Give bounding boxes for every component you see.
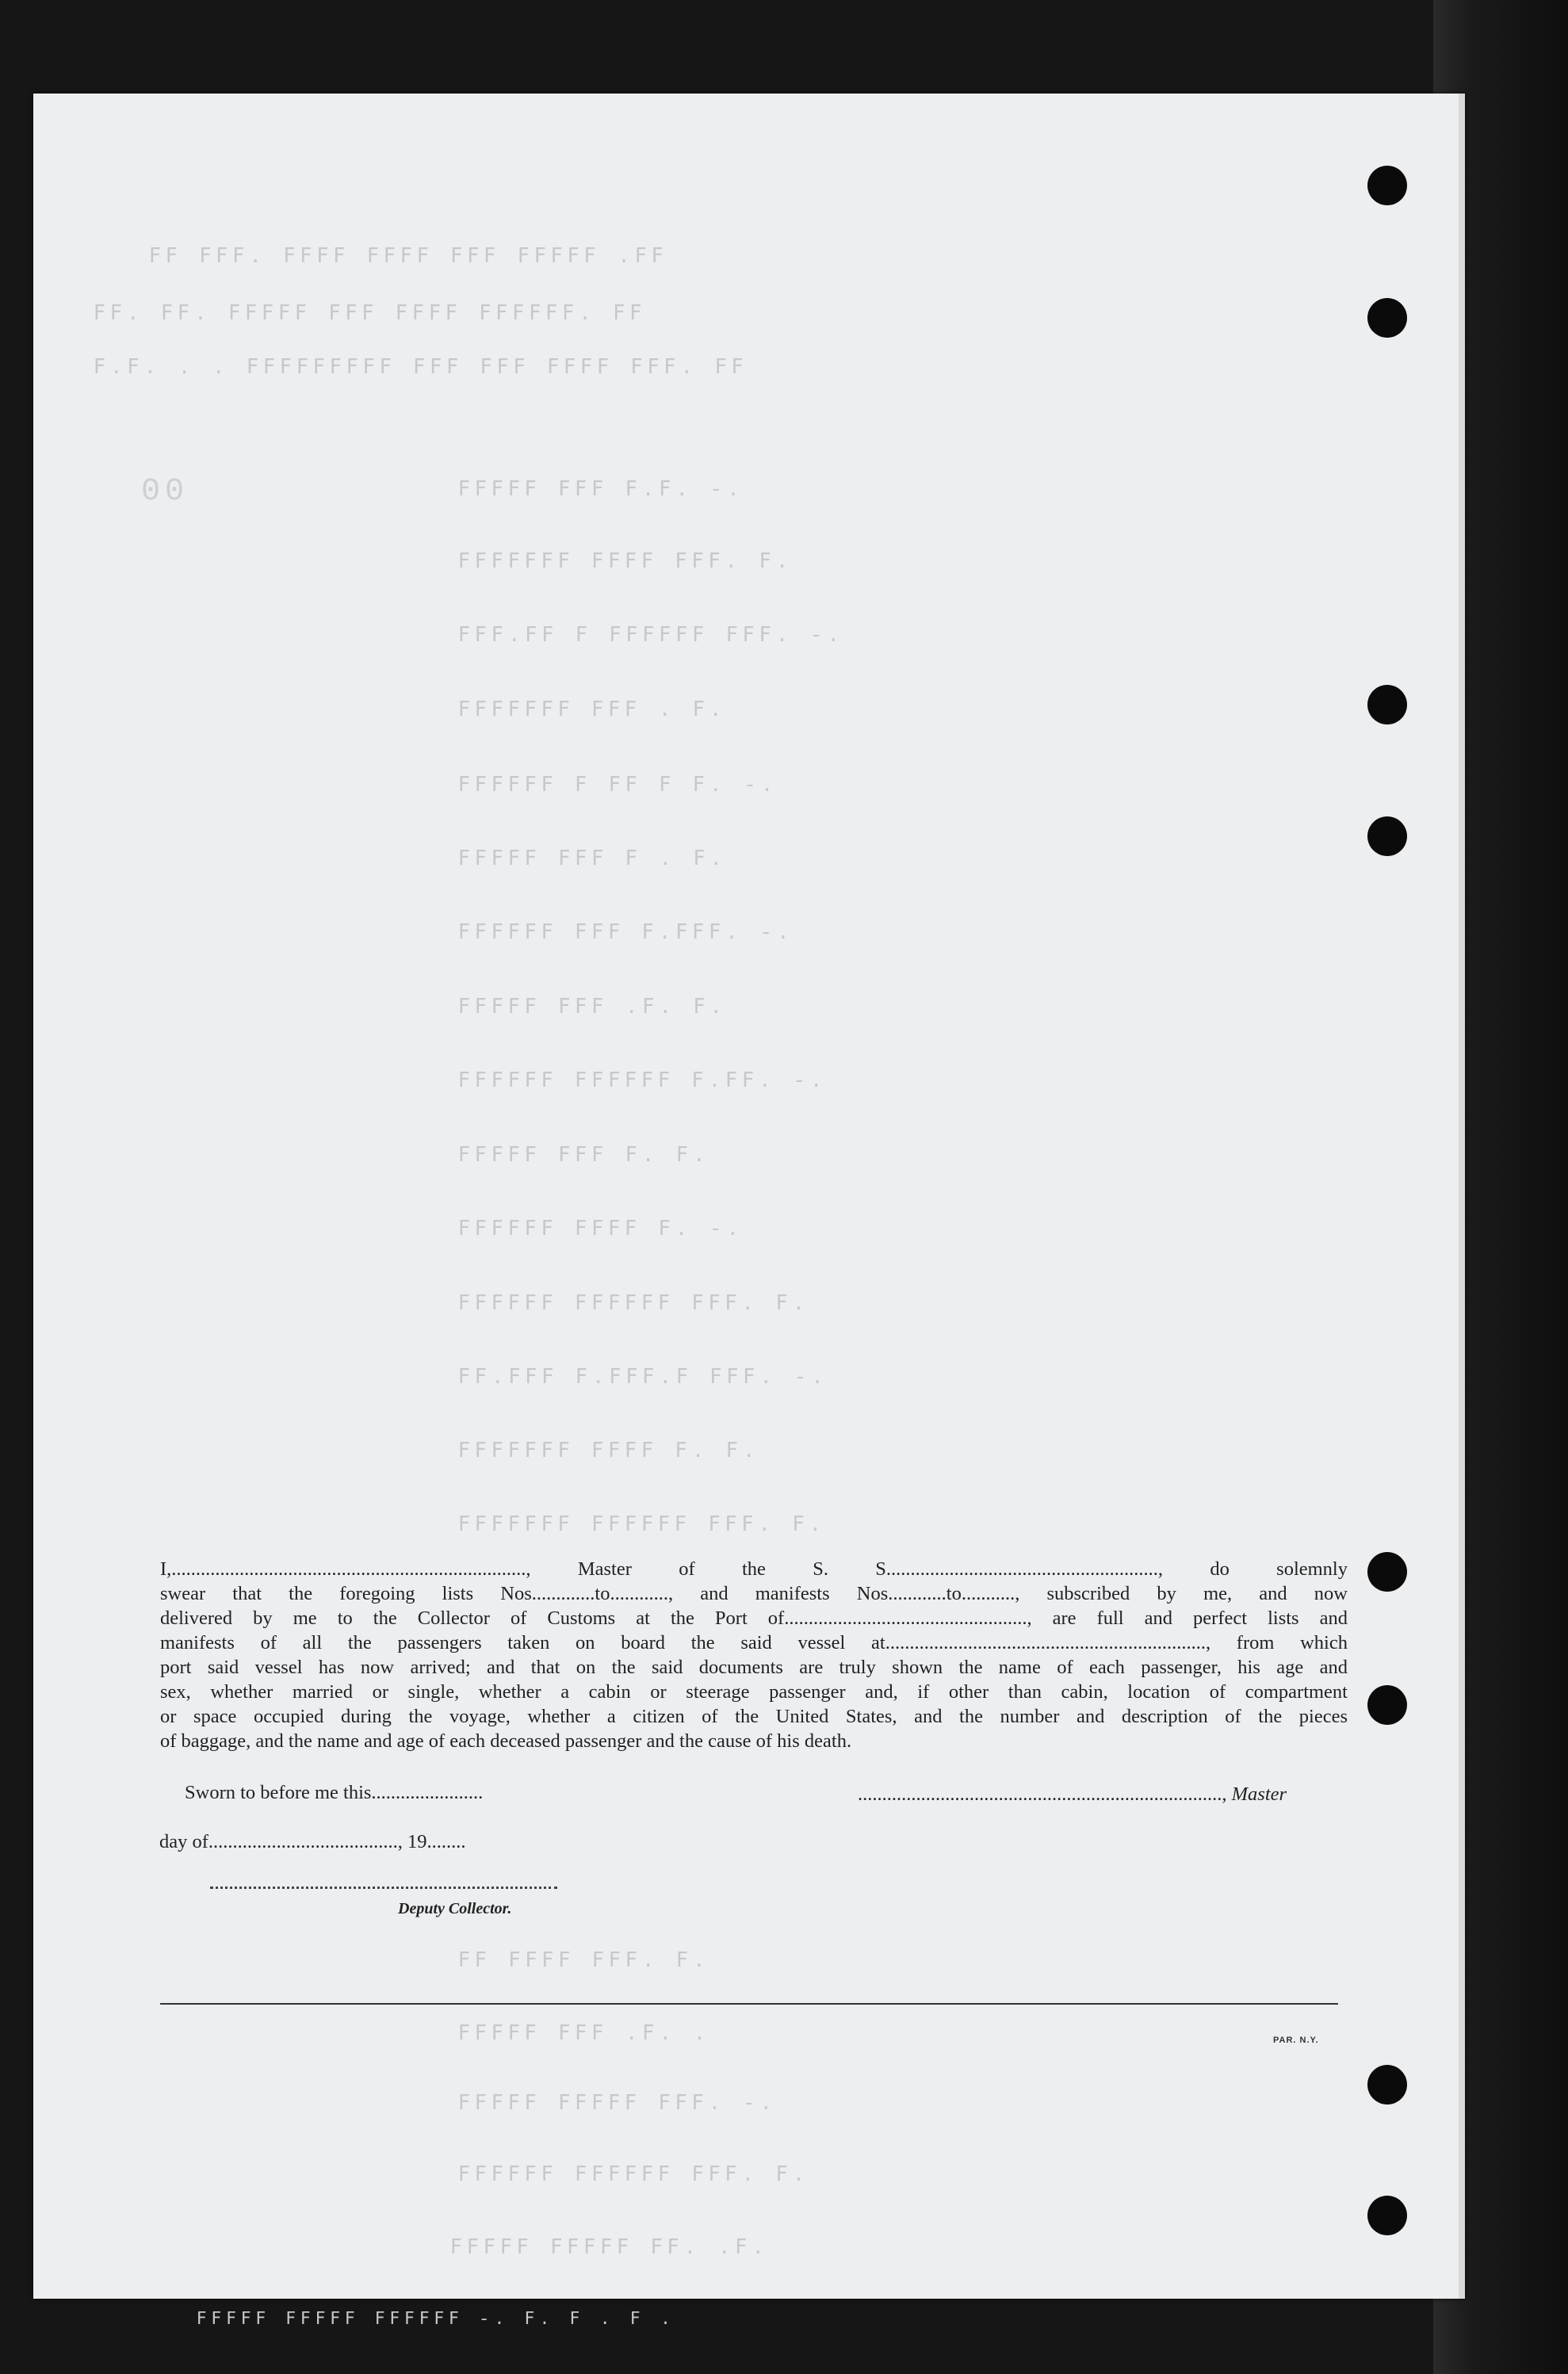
bleed-through: . .ꟻ. ꟻꟻꟻ ꟻꟻꟻꟻꟻ <box>453 2022 706 2046</box>
master-oath-paragraph <box>160 1557 1348 1753</box>
oath-line: manifests of all the passengers taken on board the said vessel at.................................................................., from which <box>160 1632 1348 1653</box>
bleed-through: . ꟻ . ꟻ .ꟻ .- ꟻꟻꟻꟻꟻꟻ ꟻꟻꟻꟻꟻ ꟻꟻꟻꟻꟻ <box>192 2310 671 2330</box>
punch-hole <box>1367 298 1407 338</box>
punch-hole <box>1367 1685 1407 1725</box>
bleed-through: .ꟻ . ꟻ ꟻꟻꟻ ꟻꟻꟻꟻꟻ <box>453 847 723 871</box>
sheet-edge <box>1459 94 1465 2299</box>
master-signature-dots: ..........................................................................., <box>858 1783 1232 1805</box>
sworn-before-me-line: Sworn to before me this....................... <box>185 1782 484 1803</box>
bleed-through: .- .ꟻꟻ.ꟻ ꟻꟻꟻꟻꟻꟻ ꟻꟻꟻꟻꟻꟻ <box>453 1069 823 1093</box>
printer-mark: PAR. N.Y. <box>1273 2036 1319 2045</box>
deputy-collector-label: Deputy Collector. <box>398 1900 512 1917</box>
bleed-through: 00 <box>136 474 185 510</box>
oath-line: of baggage, and the name and age of each deceased passenger and the cause of his death. <box>160 1730 852 1752</box>
bleed-through: ꟻꟻ. ꟻꟻꟻꟻꟻ ꟻꟻꟻ ꟻꟻꟻꟻ ꟻꟻꟻꟻ .ꟻꟻꟻ ꟻꟻ <box>144 245 664 269</box>
horizontal-rule <box>160 2003 1338 2005</box>
bleed-through: .ꟻ .ꟻ. ꟻꟻꟻ ꟻꟻꟻꟻꟻ <box>453 996 723 1019</box>
day-of-line: day of......................................., 19........ <box>159 1831 466 1852</box>
oath-line: port said vessel has now arrived; and that on the said documents are truly shown the name of each passenger, his age and <box>160 1657 1348 1678</box>
bleed-through: .ꟻ .ꟻꟻꟻ ꟻꟻꟻꟻ ꟻꟻꟻꟻꟻꟻꟻ <box>453 550 789 574</box>
bleed-through: .- .ꟻꟻꟻ ꟻꟻꟻꟻꟻꟻ ꟻ ꟻꟻ.ꟻꟻꟻ <box>453 624 840 648</box>
bleed-through: .- .ꟻ.ꟻ ꟻꟻꟻ ꟻꟻꟻꟻꟻ <box>453 478 740 502</box>
bleed-through: .- .ꟻ ꟻ ꟻꟻ ꟻ ꟻꟻꟻꟻꟻꟻ <box>453 774 774 797</box>
bleed-through: .- .ꟻꟻꟻ ꟻꟻꟻꟻꟻ ꟻꟻꟻꟻꟻ <box>453 2092 773 2116</box>
oath-line: swear that the foregoing lists Nos.............to............, and manifests Nos............to..........., subscribed by me, and now <box>160 1583 1348 1604</box>
bleed-through: .ꟻ. .ꟻꟻ ꟻꟻꟻꟻꟻ ꟻꟻꟻꟻꟻ <box>446 2236 765 2260</box>
oath-line: sex, whether married or single, whether a cabin or steerage passenger and, if other than cabin, location of compartment <box>160 1681 1348 1703</box>
oath-line: delivered by me to the Collector of Customs at the Port of.................................................., are full and perfect lists and <box>160 1608 1348 1629</box>
bleed-through: .ꟻ .ꟻꟻꟻ ꟻꟻꟻꟻ ꟻꟻ <box>453 1949 706 1973</box>
punch-hole <box>1367 2065 1407 2104</box>
bleed-through: .ꟻ .ꟻꟻꟻ ꟻꟻꟻꟻꟻꟻ ꟻꟻꟻꟻꟻꟻ <box>453 2163 805 2187</box>
punch-hole <box>1367 1552 1407 1592</box>
punch-hole <box>1367 2196 1407 2235</box>
bleed-through: .- .ꟻꟻꟻ ꟻ.ꟻꟻꟻ.ꟻ ꟻꟻꟻ.ꟻꟻ <box>453 1366 824 1390</box>
master-label: Master <box>1231 1783 1287 1805</box>
bleed-through: ꟻꟻ .ꟻꟻꟻꟻꟻꟻ ꟻꟻꟻꟻ ꟻꟻꟻ ꟻꟻꟻꟻꟻ .ꟻꟻ .ꟻꟻ <box>89 302 642 326</box>
bleed-through: .- .ꟻ ꟻꟻꟻꟻ ꟻꟻꟻꟻꟻꟻ <box>453 1218 740 1241</box>
deputy-collector-signature-line <box>210 1887 557 1889</box>
bleed-through: .ꟻ . ꟻꟻꟻ ꟻꟻꟻꟻꟻꟻꟻ <box>453 698 722 722</box>
oath-line: or space occupied during the voyage, whether a citizen of the United States, and the number and description of the pieces <box>160 1706 1348 1727</box>
punch-hole <box>1367 685 1407 724</box>
punch-hole <box>1367 166 1407 205</box>
bleed-through: .ꟻ .ꟻꟻꟻ ꟻꟻꟻꟻꟻꟻ ꟻꟻꟻꟻꟻꟻꟻ <box>453 1513 822 1537</box>
bleed-through: .ꟻ .ꟻ ꟻꟻꟻ ꟻꟻꟻꟻꟻ <box>453 1144 706 1168</box>
bleed-through: ꟻꟻ .ꟻꟻꟻ ꟻꟻꟻꟻ ꟻꟻꟻ ꟻꟻꟻ ꟻꟻꟻꟻꟻꟻꟻꟻꟻ . . .ꟻ.ꟻ <box>89 356 744 380</box>
oath-line: I,........................................................................., Master of the S. S........................................................, do solemnly <box>160 1558 1348 1580</box>
manifest-sheet <box>33 94 1465 2330</box>
bleed-through: .ꟻ .ꟻ ꟻꟻꟻꟻ ꟻꟻꟻꟻꟻꟻꟻ <box>453 1439 755 1463</box>
punch-hole <box>1367 816 1407 856</box>
master-signature-line <box>858 1783 1287 1806</box>
bleed-through: .- .ꟻꟻꟻ.ꟻ ꟻꟻꟻ ꟻꟻꟻꟻꟻꟻ <box>453 921 790 945</box>
bleed-through: .ꟻ .ꟻꟻꟻ ꟻꟻꟻꟻꟻꟻ ꟻꟻꟻꟻꟻꟻ <box>453 1292 805 1316</box>
